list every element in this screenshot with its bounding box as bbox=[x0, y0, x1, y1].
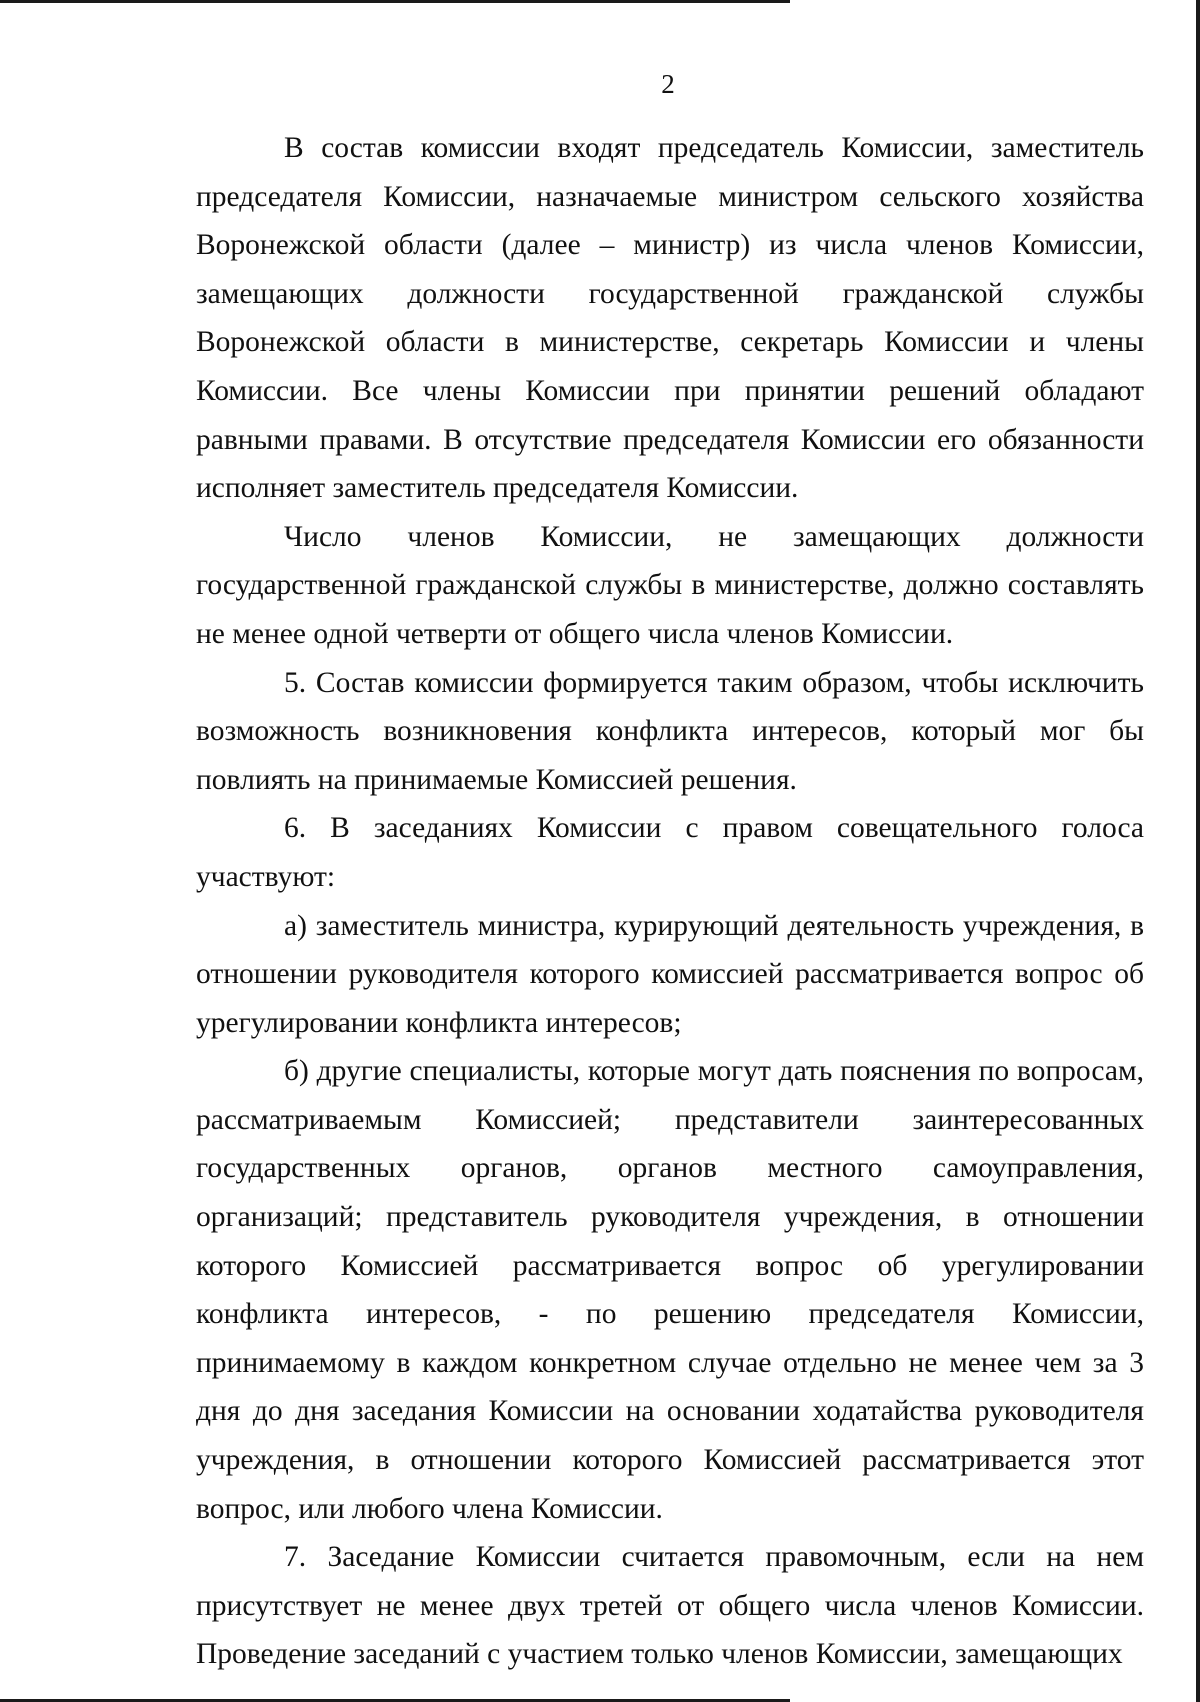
scan-border-right bbox=[1196, 0, 1200, 1702]
page-number: 2 bbox=[661, 69, 675, 99]
paragraph-item-7: 7. Заседание Комиссии считается правомочным, если на нем присутствует не менее двух третей от общего числа членов Комиссии. Проведение заседаний с участием только членов Комиссии, замещающих bbox=[196, 1541, 1144, 1671]
paragraph-commission-composition: В состав комиссии входят председатель Комиссии, заместитель председателя Комиссии, назначаемые министром сельского хозяйства Воронежской области (далее – министр) из числа членов Комиссии, замещающих должности государственной гражданской службы Воронежской области в министерстве, секретарь Комиссии и члены Комиссии. Все члены Комиссии при принятии решений обладают равными правами. В отсутствие председателя Комиссии его обязанности исполняет заместитель председателя Комиссии. bbox=[196, 132, 1144, 505]
paragraph-item-6b: б) другие специалисты, которые могут дать пояснения по вопросам, рассматриваемым Комиссией; представители заинтересованных государственных органов, органов местного самоуправления, организаций; представитель руководителя учреждения, в отношении которого Комиссией рассматривается вопрос об урегулировании конфликта интересов, - по решению председателя Комиссии, принимаемому в каждом конкретном случае отдельно не менее чем за 3 дня до дня заседания Комиссии на основании ходатайства руководителя учреждения, в отношении которого Комиссией рассматривается этот вопрос, или любого члена Комиссии. bbox=[196, 1055, 1144, 1525]
paragraph-item-6: 6. В заседаниях Комиссии с правом совещательного голоса участвуют: bbox=[196, 812, 1144, 893]
paragraph-item-6a: а) заместитель министра, курирующий деятельность учреждения, в отношении руководителя которого комиссией рассматривается вопрос об урегулировании конфликта интересов; bbox=[196, 909, 1144, 1039]
paragraph-item-5: 5. Состав комиссии формируется таким образом, чтобы исключить возможность возникновения конфликта интересов, который мог бы повлиять на принимаемые Комиссией решения. bbox=[196, 666, 1144, 796]
scan-border-top bbox=[0, 0, 790, 3]
document-body bbox=[196, 124, 1144, 1679]
paragraph-non-civil-members: Число членов Комиссии, не замещающих должности государственной гражданской службы в министерстве, должно составлять не менее одной четверти от общего числа членов Комиссии. bbox=[196, 520, 1144, 650]
